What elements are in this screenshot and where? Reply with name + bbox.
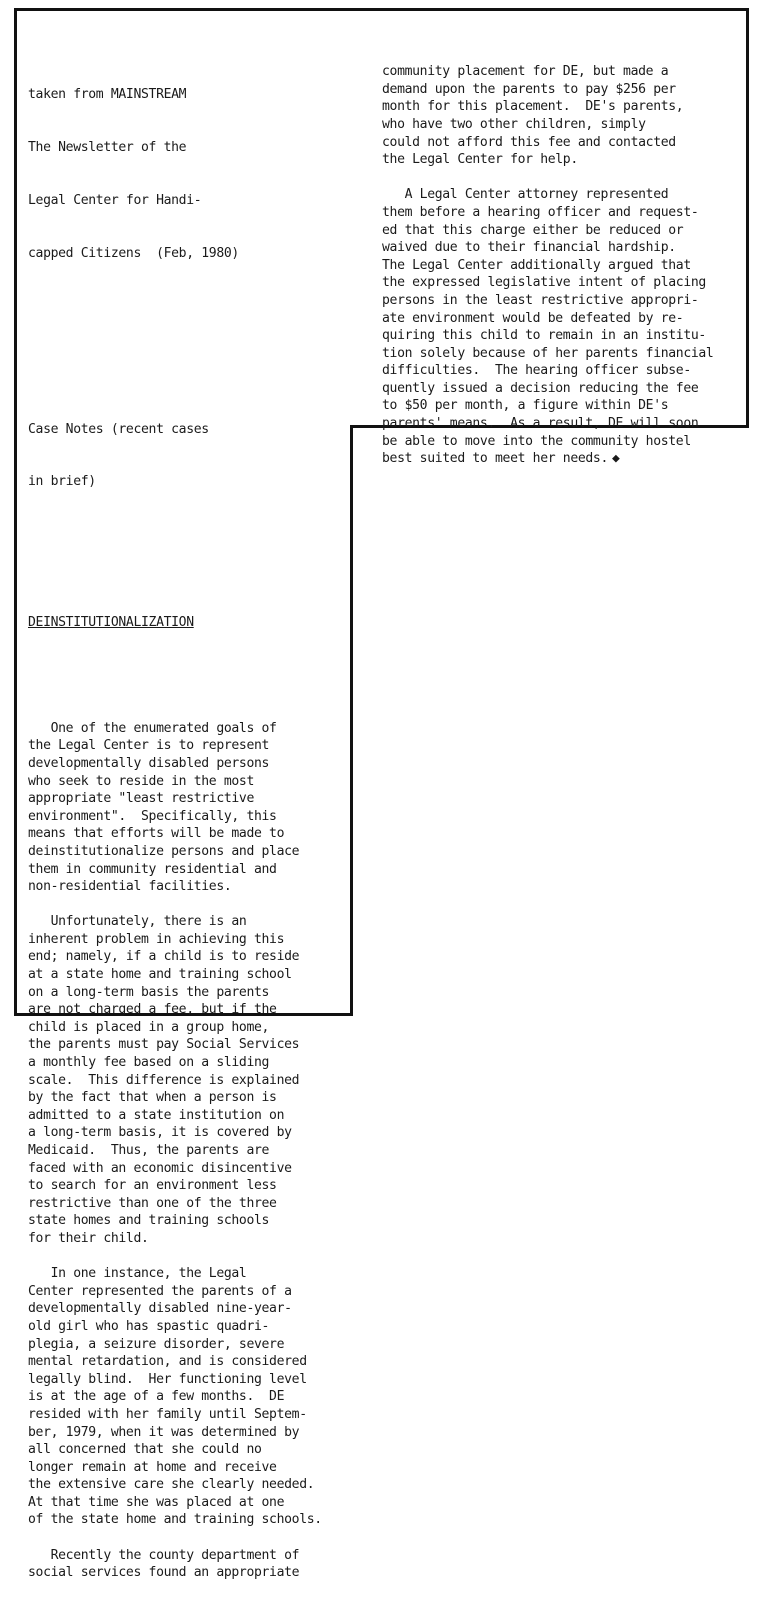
- text-line: by the fact that when a person is: [28, 1090, 277, 1106]
- paragraph: [28, 720, 322, 896]
- frame-right-border-upper: [746, 8, 749, 428]
- right-article-body: [382, 63, 713, 468]
- text-line: non-residential facilities.: [28, 879, 232, 895]
- text-line: developmentally disabled nine-year-: [28, 1301, 292, 1317]
- text-line: the Legal Center for help.: [382, 152, 578, 168]
- text-line: faced with an economic disincentive: [28, 1160, 292, 1176]
- text-line: ber, 1979, when it was determined by: [28, 1424, 300, 1440]
- text-line: Recently the county department of: [28, 1547, 300, 1563]
- text-line: them before a hearing officer and request-: [382, 204, 699, 220]
- text-line: quiring this child to remain in an institu-: [382, 328, 706, 344]
- end-of-article-diamond-icon: ◆: [612, 451, 620, 467]
- article-heading: DEINSTITUTIONALIZATION: [28, 615, 194, 631]
- text-line: environment". Specifically, this: [28, 808, 277, 824]
- text-line: difficulties. The hearing officer subse-: [382, 363, 691, 379]
- section-label-line: Case Notes (recent cases: [28, 421, 209, 437]
- text-line: state homes and training schools: [28, 1213, 270, 1229]
- text-line: admitted to a state institution on: [28, 1107, 285, 1123]
- text-line: resided with her family until Septem-: [28, 1406, 307, 1422]
- text-line: One of the enumerated goals of: [28, 720, 277, 736]
- text-line: on a long-term basis the parents: [28, 984, 270, 1000]
- text-line: social services found an appropriate: [28, 1565, 300, 1581]
- text-line: deinstitutionalize persons and place: [28, 843, 300, 859]
- text-line: tion solely because of her parents financial: [382, 345, 714, 361]
- paragraph: [28, 913, 322, 1247]
- text-line: Unfortunately, there is an: [28, 914, 247, 930]
- text-line: of the state home and training schools.: [28, 1512, 322, 1528]
- text-line: at a state home and training school: [28, 967, 292, 983]
- text-line: waived due to their financial hardship.: [382, 240, 676, 256]
- section-label: [28, 385, 322, 526]
- text-line: who have two other children, simply: [382, 116, 646, 132]
- masthead-line: taken from MAINSTREAM: [28, 87, 187, 103]
- text-line: parents' means. As a result, DE will soon: [382, 416, 699, 432]
- text-line: all concerned that she could no: [28, 1442, 262, 1458]
- text-line: plegia, a seizure disorder, severe: [28, 1336, 285, 1352]
- masthead-line: The Newsletter of the: [28, 140, 187, 156]
- text-line: a long-term basis, it is covered by: [28, 1125, 292, 1141]
- text-line: the extensive care she clearly needed.: [28, 1477, 315, 1493]
- masthead-line: capped Citizens (Feb, 1980): [28, 245, 239, 261]
- text-line: is at the age of a few months. DE: [28, 1389, 285, 1405]
- text-line: to $50 per month, a figure within DE's: [382, 398, 669, 414]
- left-article-body: [28, 720, 322, 1582]
- text-line: them in community residential and: [28, 861, 277, 877]
- text-line: child is placed in a group home,: [28, 1019, 270, 1035]
- text-line: means that efforts will be made to: [28, 826, 285, 842]
- text-line: Center represented the parents of a: [28, 1283, 292, 1299]
- paragraph: [28, 1547, 322, 1582]
- text-line: appropriate "least restrictive: [28, 791, 254, 807]
- paragraph: [382, 63, 713, 169]
- text-line: community placement for DE, but made a: [382, 64, 669, 80]
- paragraph: [28, 1265, 322, 1529]
- text-line: restrictive than one of the three: [28, 1195, 277, 1211]
- text-line: could not afford this fee and contacted: [382, 134, 676, 150]
- frame-left-border: [14, 10, 17, 1016]
- text-line: scale. This difference is explained: [28, 1072, 300, 1088]
- text-line: The Legal Center additionally argued that: [382, 257, 691, 273]
- right-column: [382, 28, 713, 485]
- text-line-with-end-mark: [382, 450, 713, 468]
- text-line: quently issued a decision reducing the fee: [382, 380, 699, 396]
- masthead: [28, 51, 322, 297]
- text-line: A Legal Center attorney represented: [382, 187, 669, 203]
- text-line: to search for an environment less: [28, 1178, 277, 1194]
- text-line: developmentally disabled persons: [28, 755, 270, 771]
- text-line: In one instance, the Legal: [28, 1266, 247, 1282]
- text-line: ate environment would be defeated by re-: [382, 310, 684, 326]
- section-label-line: in brief): [28, 474, 96, 490]
- text-line: for their child.: [28, 1230, 149, 1246]
- text-line: are not charged a fee, but if the: [28, 1002, 277, 1018]
- text-line: demand upon the parents to pay $256 per: [382, 81, 676, 97]
- frame-right-border-lower: [350, 425, 353, 1016]
- text-line: inherent problem in achieving this: [28, 931, 285, 947]
- masthead-line: Legal Center for Handi-: [28, 192, 202, 208]
- text-line: month for this placement. DE's parents,: [382, 99, 684, 115]
- text-line: the parents must pay Social Services: [28, 1037, 300, 1053]
- text-line: At that time she was placed at one: [28, 1494, 285, 1510]
- text-line: legally blind. Her functioning level: [28, 1371, 307, 1387]
- text-line: who seek to reside in the most: [28, 773, 254, 789]
- paragraph: [382, 186, 713, 468]
- text-line: longer remain at home and receive: [28, 1459, 277, 1475]
- text-line: old girl who has spastic quadri-: [28, 1318, 270, 1334]
- text-line: be able to move into the community hostel: [382, 433, 691, 449]
- left-column: [28, 16, 322, 1599]
- text-line: a monthly fee based on a sliding: [28, 1055, 270, 1071]
- text-line: ed that this charge either be reduced or: [382, 222, 684, 238]
- text-line: the Legal Center is to represent: [28, 738, 270, 754]
- text-line: best suited to meet her needs.: [382, 451, 608, 467]
- text-line: Medicaid. Thus, the parents are: [28, 1143, 270, 1158]
- frame-top-border: [14, 8, 749, 11]
- text-line: persons in the least restrictive appropri-: [382, 292, 699, 308]
- text-line: the expressed legislative intent of placing: [382, 275, 706, 291]
- text-line: mental retardation, and is considered: [28, 1354, 307, 1370]
- text-line: end; namely, if a child is to reside: [28, 949, 300, 965]
